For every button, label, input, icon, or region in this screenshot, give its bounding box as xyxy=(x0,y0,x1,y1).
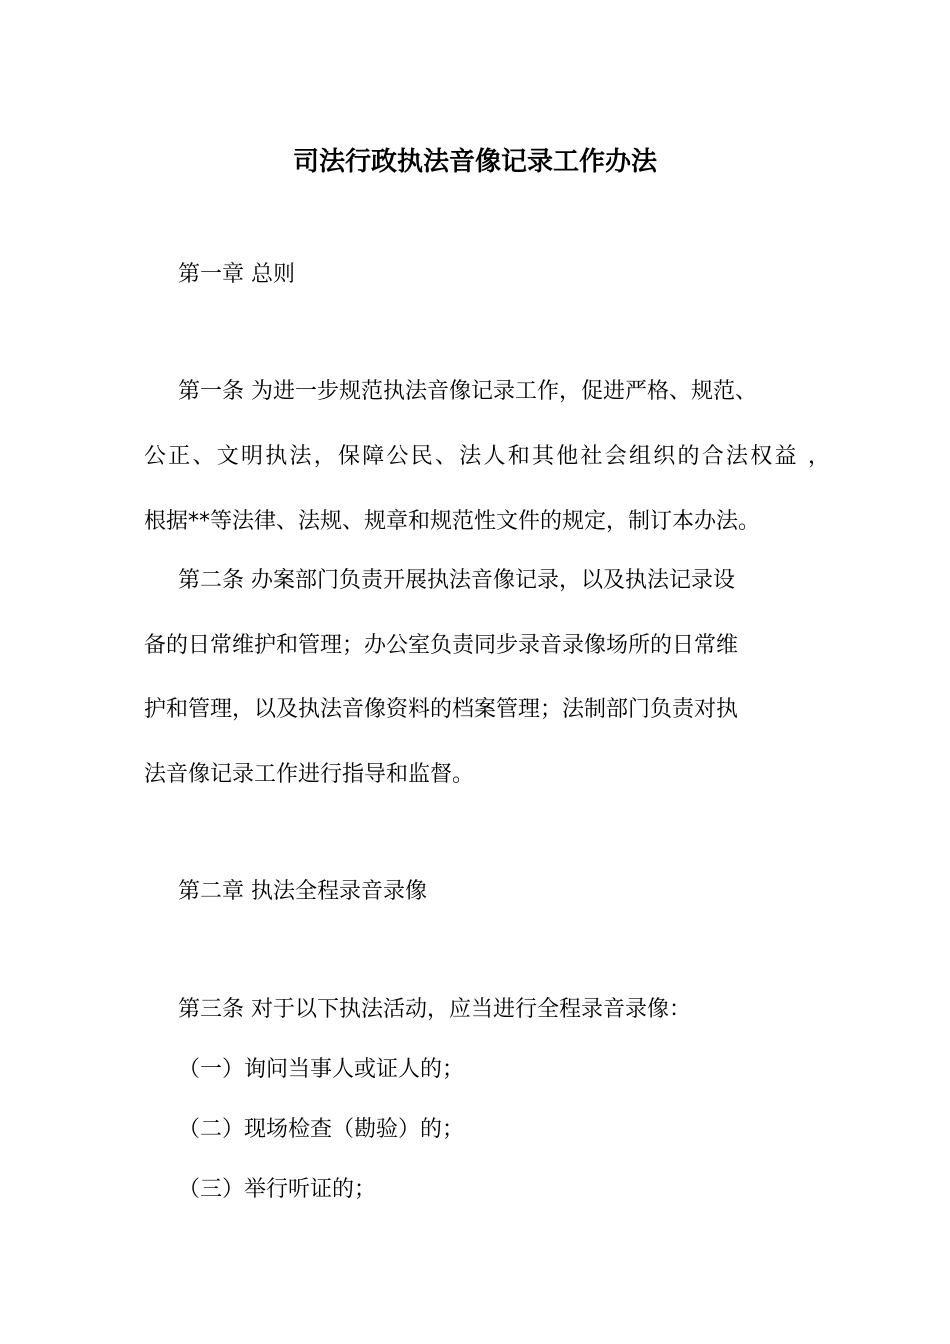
chapter-1-heading: 第一章 总则 xyxy=(178,262,295,287)
document-title: 司法行政执法音像记录工作办法 xyxy=(292,147,657,177)
article-1-line-3: 根据**等法律、法规、规章和规范性文件的规定，制订本办法。 xyxy=(144,509,761,534)
article-2-line-3: 护和管理，以及执法音像资料的档案管理；法制部门负责对执 xyxy=(144,697,739,722)
article-3-item-2: （二）现场检查（勘验）的； xyxy=(178,1117,465,1142)
article-2-line-4: 法音像记录工作进行指导和监督。 xyxy=(144,762,475,787)
article-2-line-2: 备的日常维护和管理；办公室负责同步录音录像场所的日常维 xyxy=(144,633,739,658)
article-2-line-1: 第二条 办案部门负责开展执法音像记录，以及执法记录设 xyxy=(178,568,735,593)
chapter-2-heading: 第二章 执法全程录音录像 xyxy=(178,879,427,904)
article-1-line-2: 公正、文明执法，保障公民、法人和其他社会组织的合法权益 ， xyxy=(144,444,830,469)
article-3-item-1: （一）询问当事人或证人的； xyxy=(178,1057,465,1082)
article-3-item-3: （三）举行听证的； xyxy=(178,1177,377,1202)
article-3-intro: 第三条 对于以下执法活动，应当进行全程录音录像： xyxy=(178,997,691,1022)
article-1-line-1: 第一条 为进一步规范执法音像记录工作，促进严格、规范、 xyxy=(178,379,757,404)
